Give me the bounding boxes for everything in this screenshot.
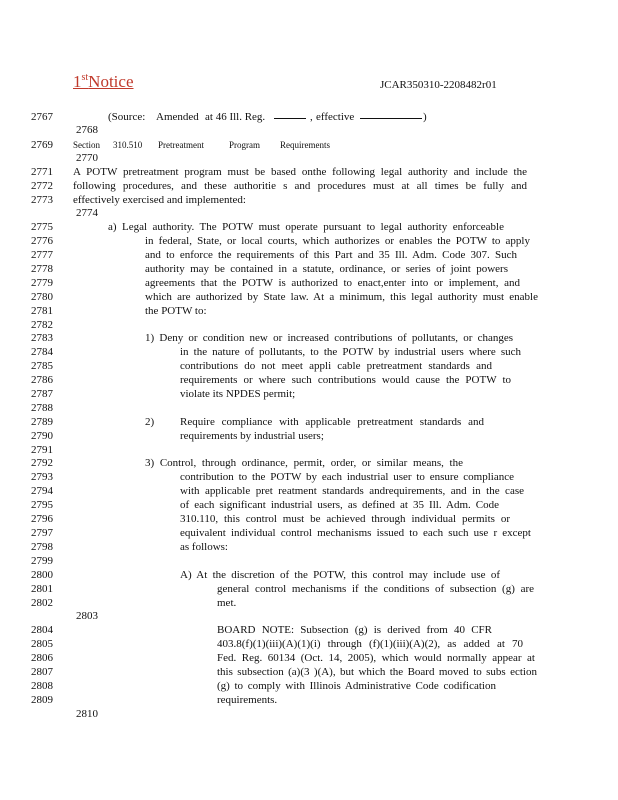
register-blank — [274, 107, 306, 121]
notice-word: Notice — [88, 72, 134, 91]
line-number: 2802 — [31, 597, 53, 609]
line-text: in the nature of pollutants, to the POTW by industrial users where such — [180, 346, 521, 358]
notice-number: 1 — [73, 72, 82, 91]
line-text: contributions do not meet appli cable pretreatment standards and — [180, 360, 492, 372]
source-close: ) — [423, 111, 427, 123]
line-text: equivalent individual control mechanisms issued to each such use r except — [180, 527, 531, 539]
line-number: 2780 — [31, 291, 53, 303]
section-label: Section — [73, 140, 100, 150]
source-comma: , — [310, 111, 313, 123]
line-number: 2810 — [76, 708, 98, 720]
section-title-word: Requirements — [280, 140, 330, 150]
line-number: 2799 — [31, 555, 53, 567]
line-number: 2769 — [31, 139, 53, 151]
line-number: 2778 — [31, 263, 53, 275]
line-number: 2805 — [31, 638, 53, 650]
line-number: 2768 — [76, 124, 98, 136]
line-text: effectively exercised and implemented: — [73, 194, 246, 206]
line-text: Require compliance with applicable pretreatment standards and — [180, 416, 484, 428]
line-text: requirements. — [217, 694, 278, 706]
line-number: 2781 — [31, 305, 53, 317]
line-number: 2771 — [31, 166, 53, 178]
effective-blank — [360, 107, 422, 121]
notice-superscript: st — [81, 72, 89, 83]
line-number: 2804 — [31, 624, 53, 636]
line-text: 1) Deny or condition new or increased contributions of pollutants, or changes — [145, 332, 513, 344]
line-text: following procedures, and these authoritie s and procedures must at all times be fully and — [73, 180, 527, 192]
line-number: 2800 — [31, 569, 53, 581]
line-number: 2783 — [31, 332, 53, 344]
line-number: 2790 — [31, 430, 53, 442]
line-text: requirements or where such contributions would cause the POTW to — [180, 374, 511, 386]
line-number: 2767 — [31, 111, 53, 123]
line-text: met. — [217, 597, 237, 609]
line-number: 2792 — [31, 457, 53, 469]
line-text: a) Legal authority. The POTW must operate pursuant to legal authority enforceable — [108, 221, 504, 233]
item-label: 2) — [145, 416, 155, 428]
source-effective: effective — [316, 111, 355, 123]
section-number: 310.510 — [113, 140, 143, 150]
line-number: 2782 — [31, 319, 53, 331]
source-register: at 46 Ill. Reg. — [205, 111, 266, 123]
line-number: 2773 — [31, 194, 53, 206]
line-number: 2808 — [31, 680, 53, 692]
line-number: 2774 — [76, 207, 98, 219]
line-text: (g) to comply with Illinois Administrative Code codification — [217, 680, 496, 692]
line-text: requirements by industrial users; — [180, 430, 324, 442]
line-text: A) At the discretion of the POTW, this control may include use of — [180, 569, 500, 581]
line-number: 2784 — [31, 346, 53, 358]
line-text: with applicable pret reatment standards andrequirements, and in the case — [180, 485, 524, 497]
line-text: agreements that the POTW is authorized to enact,enter into or implement, and — [145, 277, 520, 289]
line-number: 2787 — [31, 388, 53, 400]
jcar-id: JCAR350310-2208482r01 — [380, 79, 497, 91]
line-number: 2798 — [31, 541, 53, 553]
line-text: violate its NPDES permit; — [180, 388, 296, 400]
line-text: this subsection (a)(3 )(A), but which the Board moved to subs ection — [217, 666, 537, 678]
source-amended: Amended — [156, 111, 199, 123]
line-text: authority may be contained in a statute, ordinance, or series of joint powers — [145, 263, 508, 275]
line-text: Fed. Reg. 60134 (Oct. 14, 2005), which would normally appear at — [217, 652, 535, 664]
line-text: contribution to the POTW by each industrial user to ensure compliance — [180, 471, 514, 483]
line-number: 2797 — [31, 527, 53, 539]
line-number: 2803 — [76, 610, 98, 622]
line-number: 2776 — [31, 235, 53, 247]
line-text: which are authorized by State law. At a minimum, this legal authority must enable — [145, 291, 538, 303]
line-number: 2770 — [76, 152, 98, 164]
line-text: 3) Control, through ordinance, permit, order, or similar means, the — [145, 457, 463, 469]
line-number: 2785 — [31, 360, 53, 372]
line-number: 2772 — [31, 180, 53, 192]
line-number: 2789 — [31, 416, 53, 428]
line-number: 2793 — [31, 471, 53, 483]
line-text: BOARD NOTE: Subsection (g) is derived from 40 CFR — [217, 624, 492, 636]
line-number: 2779 — [31, 277, 53, 289]
line-text: general control mechanisms if the conditions of subsection (g) are — [217, 583, 534, 595]
line-text: 310.110, this control must be achieved through individual permits or — [180, 513, 510, 525]
line-number: 2777 — [31, 249, 53, 261]
line-number: 2788 — [31, 402, 53, 414]
line-number: 2786 — [31, 374, 53, 386]
line-number: 2796 — [31, 513, 53, 525]
line-text: A POTW pretreatment program must be based onthe following legal authority and include the — [73, 166, 527, 178]
line-number: 2809 — [31, 694, 53, 706]
section-title-word: Program — [229, 140, 260, 150]
line-number: 2795 — [31, 499, 53, 511]
line-number: 2775 — [31, 221, 53, 233]
source-label: (Source: — [108, 111, 146, 123]
line-number: 2806 — [31, 652, 53, 664]
line-text: in federal, State, or local courts, which authorizes or enables the POTW to apply — [145, 235, 530, 247]
line-text: of each significant industrial users, as defined at 35 Ill. Adm. Code — [180, 499, 499, 511]
line-number: 2807 — [31, 666, 53, 678]
line-number: 2801 — [31, 583, 53, 595]
line-text: the POTW to: — [145, 305, 207, 317]
line-number: 2791 — [31, 444, 53, 456]
line-text: and to enforce the requirements of this Part and 35 Ill. Adm. Code 307. Such — [145, 249, 517, 261]
notice-header — [73, 72, 148, 92]
line-text: 403.8(f)(1)(iii)(A)(1)(i) through (f)(1)(iii)(A)(2), as added at 70 — [217, 638, 523, 650]
line-text: as follows: — [180, 541, 228, 553]
section-title-word: Pretreatment — [158, 140, 204, 150]
line-number: 2794 — [31, 485, 53, 497]
